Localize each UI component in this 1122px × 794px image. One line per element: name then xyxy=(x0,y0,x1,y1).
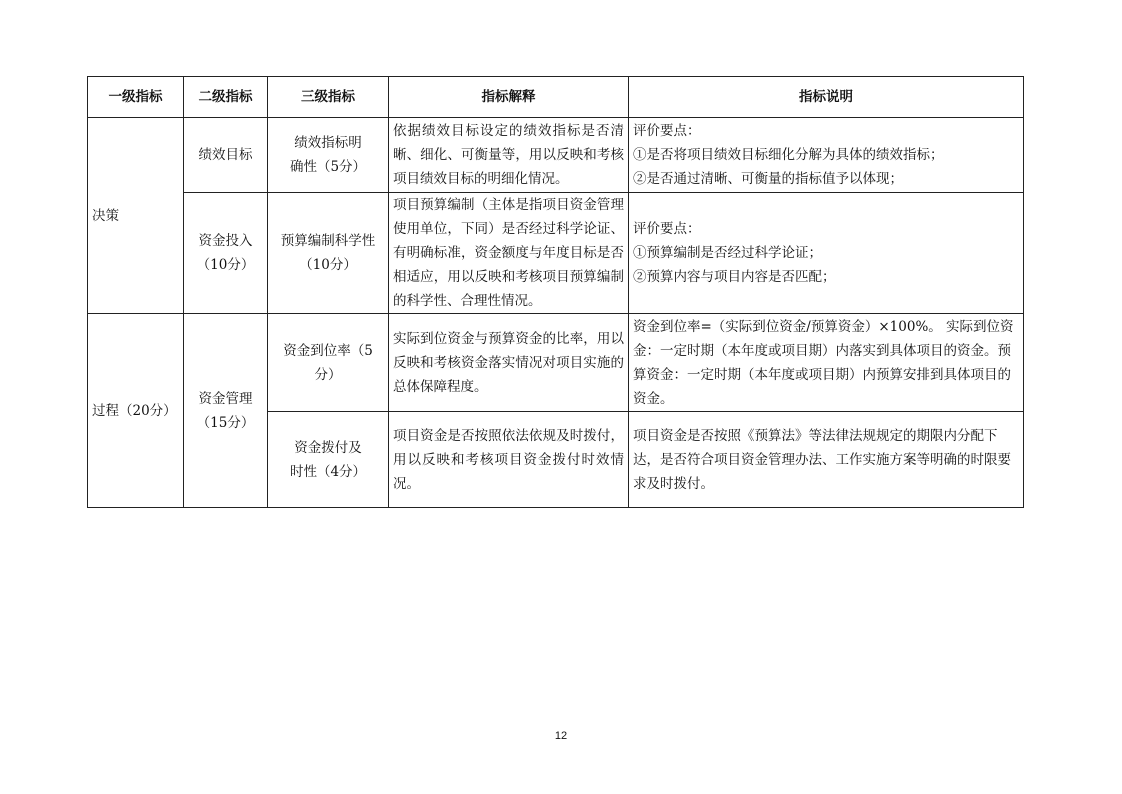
description-cell: 资金到位率=（实际到位资金/预算资金）×100%。 实际到位资金：一定时期（本年度或项目期）内落实到具体项目的资金。预算资金：一定时期（本年度或项目期）内预算安排到具体项目的资金。 xyxy=(629,314,1024,412)
header-level1: 一级指标 xyxy=(88,77,184,118)
explanation-cell: 项目预算编制（主体是指项目资金管理使用单位，下同）是否经过科学论证、有明确标准，资金额度与年度目标是否相适应，用以反映和考核项目预算编制的科学性、合理性情况。 xyxy=(389,193,629,314)
level3-budget-science xyxy=(268,193,389,314)
explanation-cell: 实际到位资金与预算资金的比率，用以反映和考核资金落实情况对项目实施的总体保障程度。 xyxy=(389,314,629,412)
level3-line: （10分） xyxy=(299,257,357,273)
explanation-cell: 项目资金是否按照依法依规及时拨付，用以反映和考核项目资金拨付时效情况。 xyxy=(389,412,629,508)
table-row xyxy=(88,193,1024,314)
level3-line: 预算编制科学性 xyxy=(280,233,376,249)
level2-fund-input xyxy=(184,193,268,314)
explanation-cell: 依据绩效目标设定的绩效指标是否清晰、细化、可衡量等，用以反映和考核项目绩效目标的明细化情况。 xyxy=(389,118,629,193)
description-cell xyxy=(629,118,1024,193)
level2-line: 资金投入 xyxy=(198,233,253,249)
description-line: 评价要点： xyxy=(633,221,701,237)
description-line: ②是否通过清晰、可衡量的指标值予以体现； xyxy=(633,171,903,187)
level3-fund-disbursement xyxy=(268,412,389,508)
level3-line: 资金拨付及 xyxy=(294,439,362,456)
description-line: ②预算内容与项目内容是否匹配； xyxy=(633,269,836,285)
level2-line: （15分） xyxy=(196,414,255,431)
description-line: ①是否将项目绩效目标细化分解为具体的绩效指标； xyxy=(633,147,944,163)
header-explanation: 指标解释 xyxy=(389,77,629,118)
level3-fund-arrival-rate xyxy=(268,314,389,412)
level3-line: 确性（5分） xyxy=(289,159,367,175)
table-header-row xyxy=(88,77,1024,118)
header-description: 指标说明 xyxy=(629,77,1024,118)
page-number: 12 xyxy=(554,730,568,742)
table-row xyxy=(88,118,1024,193)
header-level2: 二级指标 xyxy=(184,77,268,118)
indicator-table xyxy=(87,76,1024,508)
level1-decision: 决策 xyxy=(88,118,184,314)
level3-goal-clarity xyxy=(268,118,389,193)
description-cell: 项目资金是否按照《预算法》等法律法规规定的期限内分配下达，是否符合项目资金管理办法、工作实施方案等明确的时限要求及时拨付。 xyxy=(629,412,1024,508)
level3-line: 绩效指标明 xyxy=(294,135,362,151)
description-cell xyxy=(629,193,1024,314)
header-level3: 三级指标 xyxy=(268,77,389,118)
level3-line: 时性（4分） xyxy=(289,463,367,480)
level1-process: 过程（20分） xyxy=(88,314,184,508)
description-line: 评价要点： xyxy=(633,123,701,139)
description-line: ①预算编制是否经过科学论证； xyxy=(633,245,822,261)
level3-line: 分） xyxy=(314,366,342,383)
level2-performance-goal: 绩效目标 xyxy=(184,118,268,193)
level2-line: 资金管理 xyxy=(198,390,253,407)
level2-line: （10分） xyxy=(196,257,255,273)
level3-line: 资金到位率（5 xyxy=(283,342,373,359)
level2-fund-management xyxy=(184,314,268,508)
table-row xyxy=(88,314,1024,412)
